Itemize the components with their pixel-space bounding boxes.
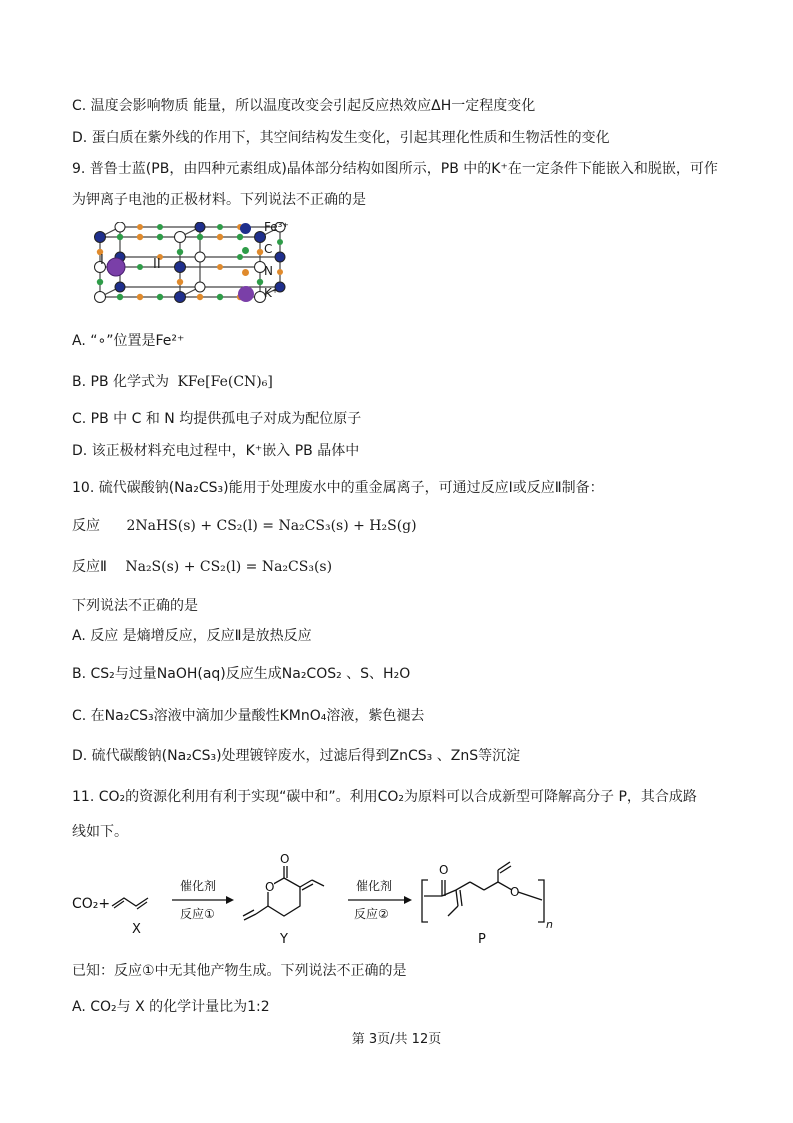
svg-text:催化剂: 催化剂 xyxy=(356,879,393,893)
q11-stem-line2: 线如下。 xyxy=(72,824,128,840)
reaction-2-equation: Na₂S(s) + CS₂(l) = Na₂CS₃(s) xyxy=(125,559,333,575)
q11-option-a: A. CO₂与 X 的化学计量比为1:2 xyxy=(72,999,270,1015)
q9-stem-line2: 为钾离子电池的正极材料。下列说法不正确的是 xyxy=(72,192,366,208)
svg-text:O: O xyxy=(280,852,290,866)
nitrogen-marker-icon xyxy=(242,269,249,276)
q9-option-c: C. PB 中 C 和 N 均提供孤电子对成为配位原子 xyxy=(72,411,362,427)
carbon-marker-icon xyxy=(242,247,249,254)
svg-text:O: O xyxy=(510,885,520,899)
q8-option-d: D. 蛋白质在紫外线的作用下，其空间结构发生变化，引起其理化性质和生物活性的变化 xyxy=(72,130,610,146)
q10-option-c: C. 在Na₂CS₃溶液中滴加少量酸性KMnO₄溶液，紫色褪去 xyxy=(72,708,425,724)
svg-text:反应①: 反应① xyxy=(180,907,215,921)
reaction-1-equation: 2NaHS(s) + CS₂(l) = Na₂CS₃(s) + H₂S(g) xyxy=(126,518,417,534)
svg-text:CO₂+: CO₂+ xyxy=(72,896,111,912)
svg-text:催化剂: 催化剂 xyxy=(180,879,217,893)
svg-text:I: I xyxy=(100,253,104,268)
q10-option-a: A. 反应 是熵增反应，反应Ⅱ是放热反应 xyxy=(72,628,312,644)
svg-text:n: n xyxy=(546,918,553,931)
svg-text:Y: Y xyxy=(280,932,288,947)
fe3-marker-icon xyxy=(240,223,251,234)
q9-option-b-prefix: B. PB 化学式为 xyxy=(72,374,170,390)
svg-text:P: P xyxy=(478,932,486,947)
q10-stem: 10. 硫代碳酸钠(Na₂CS₃)能用于处理废水中的重金属离子，可通过反应Ⅰ或反应Ⅱ制备： xyxy=(72,480,604,496)
q9-stem-line1: 9. 普鲁士蓝(PB，由四种元素组成)晶体部分结构如图所示，PB 中的K⁺在一定条件下能嵌入和脱嵌，可作 xyxy=(72,161,718,177)
reaction-1-label: 反应 xyxy=(72,518,100,534)
q10-option-d: D. 硫代碳酸钠(Na₂CS₃)处理镀锌废水，过滤后得到ZnCS₃ 、ZnS等沉淀 xyxy=(72,748,521,764)
q9-option-b xyxy=(72,372,273,392)
page-footer: 第 3页/共 12页 xyxy=(351,1032,442,1047)
q10-reaction-1 xyxy=(72,516,417,536)
svg-text:O: O xyxy=(265,880,275,894)
legend-c-label: C xyxy=(264,242,273,256)
svg-text:反应②: 反应② xyxy=(354,907,389,921)
q10-option-b: B. CS₂与过量NaOH(aq)反应生成Na₂COS₂ 、S、H₂O xyxy=(72,666,411,682)
q11-known: 已知：反应①中无其他产物生成。下列说法不正确的是 xyxy=(72,963,407,979)
legend-fe3-label: Fe³⁺ xyxy=(264,220,289,234)
q11-stem-line1: 11. CO₂的资源化利用有利于实现“碳中和”。利用CO₂为原料可以合成新型可降解高分子 P，其合成路 xyxy=(72,789,697,805)
q10-question: 下列说法不正确的是 xyxy=(72,598,198,614)
q8-option-c: C. 温度会影响物质 能量，所以温度改变会引起反应热效应ΔH一定程度变化 xyxy=(72,98,536,114)
reaction-2-label: 反应Ⅱ xyxy=(72,559,107,575)
q9-option-b-formula: KFe[Fe(CN)₆] xyxy=(177,374,273,390)
synthesis-route-scheme xyxy=(66,850,566,950)
svg-text:O: O xyxy=(439,863,449,877)
svg-text:II: II xyxy=(153,257,161,272)
q9-option-a: A. “∘”位置是Fe²⁺ xyxy=(72,333,185,349)
q9-option-d: D. 该正极材料充电过程中，K⁺嵌入 PB 晶体中 xyxy=(72,443,360,459)
potassium-marker-icon xyxy=(238,286,254,302)
svg-text:X: X xyxy=(132,922,141,937)
legend-k-label: K⁺ xyxy=(264,286,279,300)
legend-n-label: N xyxy=(264,264,273,278)
q10-reaction-2 xyxy=(72,557,332,577)
